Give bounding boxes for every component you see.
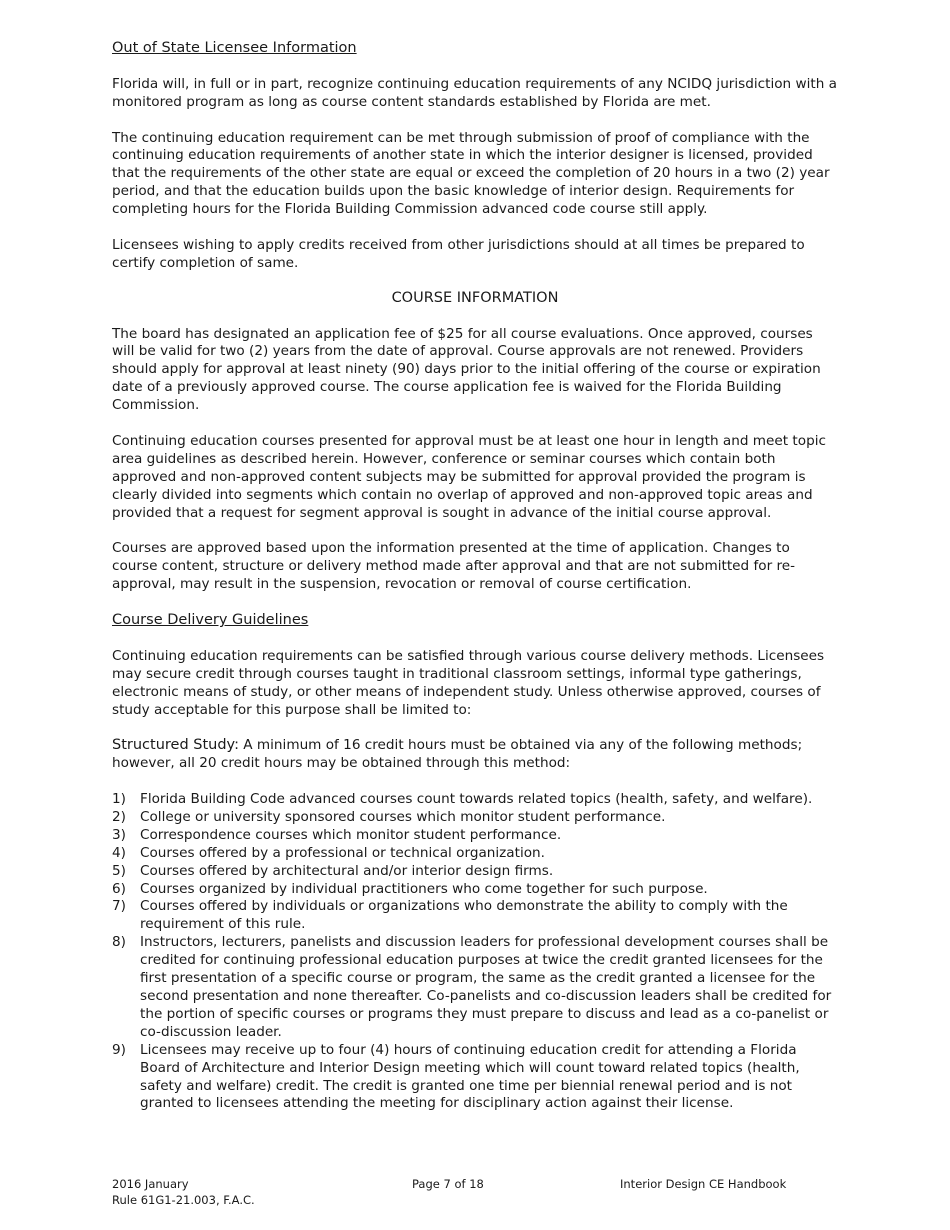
list-item — [112, 898, 838, 934]
footer-title: Interior Design CE Handbook — [620, 1177, 787, 1191]
delivery-methods-list — [112, 791, 838, 1113]
footer-page-number: Page 7 of 18 — [412, 1177, 484, 1191]
course-info-paragraph-3: Courses are approved based upon the information presented at the time of application. Changes to course content, structure or delivery method made after approval and that are not submitted for re-approval, may result in the suspension, revocation or removal of course certification. — [112, 540, 796, 593]
list-item-number: 7) — [112, 898, 126, 915]
list-item-text: Courses offered by individuals or organizations who demonstrate the ability to comply with the requirement of this rule. — [140, 898, 788, 933]
course-delivery-intro: Continuing education requirements can be satisfied through various course delivery methods. Licensees may secure credit through courses taught in traditional classroom settings, informal type gatherings, electronic means of study, or other means of independent study. Unless otherwise approved, courses of study acceptable for this purpose shall be limited to: — [112, 647, 825, 718]
structured-study-label: Structured Study: — [112, 737, 239, 754]
out-of-state-paragraph-2: The continuing education requirement can be met through submission of proof of compliance with the continuing education requirements of another state in which the interior designer is licensed, provided that the requirements of the other state are equal or exceed the completion of 20 hours in a two (2) year period, and that the education builds upon the basic knowledge of interior design. Requirements for completing hours for the Florida Building Commission advanced code course still apply. — [112, 129, 830, 218]
list-item-text: Courses offered by a professional or technical organization. — [140, 844, 545, 861]
list-item — [112, 845, 838, 863]
list-item-number: 6) — [112, 880, 126, 897]
list-item-number: 4) — [112, 844, 126, 861]
out-of-state-heading: Out of State Licensee Information — [112, 40, 357, 56]
structured-study-text: A minimum of 16 credit hours must be obtained via any of the following methods; however, all 20 credit hours may be obtained through this method: — [112, 737, 803, 772]
footer-rule: Rule 61G1-21.003, F.A.C. — [112, 1193, 255, 1207]
list-item — [112, 881, 838, 899]
document-page — [112, 40, 838, 1113]
list-item-text: Courses organized by individual practitioners who come together for such purpose. — [140, 880, 708, 897]
list-item — [112, 791, 838, 809]
list-item — [112, 863, 838, 881]
footer-date: 2016 January — [112, 1177, 189, 1191]
out-of-state-paragraph-3: Licensees wishing to apply credits received from other jurisdictions should at all times be prepared to certify completion of same. — [112, 236, 805, 271]
list-item-number: 2) — [112, 808, 126, 825]
list-item-number: 1) — [112, 791, 126, 807]
list-item-text: Courses offered by architectural and/or interior design firms. — [140, 862, 554, 879]
list-item — [112, 827, 838, 845]
list-item-number: 8) — [112, 934, 126, 951]
footer-left — [112, 1176, 255, 1208]
list-item-text: Florida Building Code advanced courses count towards related topics (health, safety, and welfare). — [140, 791, 813, 807]
course-info-paragraph-2: Continuing education courses presented for approval must be at least one hour in length and meet topic area guidelines as described herein. However, conference or seminar courses which contain both approved and non-approved content subjects may be submitted for approval provided the program is clearly divided into segments which contain no overlap of approved and non-approved topic areas and provided that a request for segment approval is sought in advance of the initial course approval. — [112, 432, 826, 521]
list-item-number: 3) — [112, 826, 126, 843]
list-item — [112, 1042, 838, 1114]
list-item-text: College or university sponsored courses which monitor student performance. — [140, 808, 666, 825]
list-item — [112, 809, 838, 827]
course-information-heading: COURSE INFORMATION — [391, 289, 559, 306]
list-item-number: 9) — [112, 1041, 126, 1058]
list-item-text: Licensees may receive up to four (4) hours of continuing education credit for attending a Florida Board of Architecture and Interior Design meeting which will count toward related topics (health, safety and welfare) credit. The credit is granted one time per biennial renewal period and is not granted to licensees attending the meeting for disciplinary action against their license. — [140, 1041, 800, 1112]
list-item — [112, 934, 838, 1041]
course-info-paragraph-1: The board has designated an application fee of $25 for all course evaluations. Once approved, courses will be valid for two (2) years from the date of approval. Course approvals are not renewed. Providers should apply for approval at least ninety (90) days prior to the initial offering of the course or expiration date of a previously approved course. The course application fee is waived for the Florida Building Commission. — [112, 325, 821, 414]
course-delivery-heading: Course Delivery Guidelines — [112, 611, 309, 628]
list-item-text: Instructors, lecturers, panelists and discussion leaders for professional development courses shall be credited for continuing professional education purposes at twice the credit granted licensees for the first presentation of a specific course or program, the same as the credit granted a licensee for the second presentation and none thereafter. Co-panelists and co-discussion leaders shall be credited for the portion of specific courses or programs they must prepare to discuss and lead as a co-panelist or co-discussion leader. — [140, 934, 832, 1040]
out-of-state-paragraph-1: Florida will, in full or in part, recognize continuing education requirements of any NCIDQ jurisdiction with a monitored program as long as course content standards established by Florida are met. — [112, 75, 837, 110]
structured-study-paragraph — [112, 737, 838, 773]
list-item-text: Correspondence courses which monitor student performance. — [140, 826, 562, 843]
list-item-number: 5) — [112, 862, 126, 879]
